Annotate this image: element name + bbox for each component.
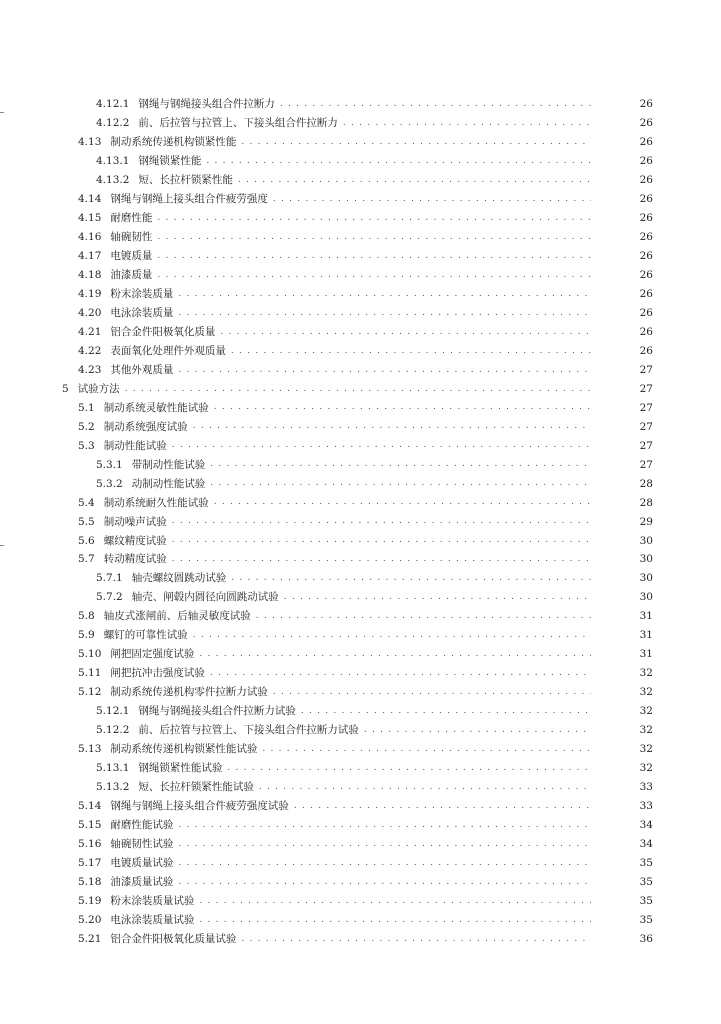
toc-section-number: 4.13.1 [96, 155, 130, 168]
toc-entry[interactable] [0, 399, 721, 418]
toc-section-title: 短、长拉杆锁紧性能试验 [138, 781, 254, 794]
toc-entry[interactable] [0, 569, 721, 588]
toc-page-number: 26 [639, 306, 653, 319]
toc-section-title: 轴碗韧性 [110, 231, 153, 244]
toc-page-number: 34 [639, 819, 653, 832]
toc-section-number: 5.9 [78, 629, 95, 642]
toc-entry-content [0, 384, 595, 395]
toc-page-number: 36 [639, 932, 653, 945]
toc-dot-leader [231, 574, 591, 583]
toc-entry[interactable] [0, 778, 721, 797]
toc-entry[interactable] [0, 417, 721, 436]
toc-entry-content [0, 346, 595, 357]
table-of-contents [0, 95, 721, 949]
toc-dot-leader [178, 366, 591, 375]
toc-section-title: 轴皮式涨闸前、后轴灵敏度试验 [103, 610, 251, 623]
toc-page-number: 30 [639, 553, 653, 566]
toc-section-number: 4.22 [78, 344, 102, 357]
toc-section-title: 制动系统传递机构锁紧性能试验 [110, 743, 258, 756]
toc-entry[interactable] [0, 266, 721, 285]
toc-page-number: 26 [639, 193, 653, 206]
toc-entry[interactable] [0, 892, 721, 911]
toc-page-number: 31 [639, 610, 653, 623]
toc-section-title: 闸把抗冲击强度试验 [110, 667, 205, 680]
toc-entry[interactable] [0, 797, 721, 816]
toc-dot-leader [178, 821, 591, 830]
toc-entry[interactable] [0, 323, 721, 342]
toc-entry[interactable] [0, 930, 721, 949]
toc-section-number: 4.17 [78, 249, 102, 262]
toc-section-title: 螺钉的可靠性试验 [103, 629, 188, 642]
toc-page-number: 33 [639, 800, 653, 813]
toc-page-number: 29 [639, 515, 653, 528]
toc-dot-leader [210, 669, 591, 678]
toc-section-number: 5.1 [78, 401, 95, 414]
toc-dot-leader [241, 138, 591, 147]
toc-section-title: 动制动性能试验 [131, 477, 206, 490]
toc-section-number: 5.20 [78, 913, 102, 926]
toc-page-number: 30 [639, 591, 653, 604]
toc-entry-content [0, 403, 595, 414]
toc-section-number: 5.12 [78, 686, 102, 699]
toc-section-title: 其他外观质量 [110, 363, 174, 376]
toc-section-number: 5.3.2 [96, 477, 123, 490]
toc-entry[interactable] [0, 95, 721, 114]
toc-section-number: 4.19 [78, 287, 102, 300]
toc-section-title: 转动精度试验 [103, 553, 167, 566]
toc-dot-leader [301, 707, 591, 716]
toc-section-number: 5.21 [78, 932, 102, 945]
toc-page-number: 26 [639, 249, 653, 262]
toc-dot-leader [259, 783, 591, 792]
toc-section-title: 钢绳锁紧性能 [138, 155, 202, 168]
toc-dot-leader [178, 309, 591, 318]
toc-dot-leader [157, 233, 591, 242]
toc-dot-leader [178, 290, 591, 299]
toc-entry[interactable] [0, 721, 721, 740]
toc-section-number: 4.18 [78, 268, 102, 281]
toc-page-number: 30 [639, 534, 653, 547]
toc-entry-content [0, 308, 595, 319]
toc-dot-leader [178, 878, 591, 887]
toc-page-number: 26 [639, 325, 653, 338]
toc-entry-content [0, 137, 595, 148]
toc-entry[interactable] [0, 342, 721, 361]
toc-entry[interactable] [0, 285, 721, 304]
toc-section-number: 5.6 [78, 534, 95, 547]
toc-entry[interactable] [0, 247, 721, 266]
toc-dot-leader [262, 745, 591, 754]
toc-section-title: 电泳涂装质量 [110, 306, 174, 319]
toc-entry-content [0, 725, 595, 736]
toc-section-number: 5.16 [78, 838, 102, 851]
toc-entry[interactable] [0, 512, 721, 531]
toc-section-title: 油漆质量试验 [110, 875, 174, 888]
toc-section-title: 油漆质量 [110, 268, 153, 281]
toc-entry-content [0, 289, 595, 300]
toc-section-number: 5.4 [78, 496, 95, 509]
toc-section-number: 4.20 [78, 306, 102, 319]
toc-page-number: 26 [639, 117, 653, 130]
toc-entry-content [0, 801, 595, 812]
toc-entry[interactable] [0, 133, 721, 152]
toc-section-number: 5.11 [78, 667, 102, 680]
toc-dot-leader [210, 479, 591, 488]
toc-entry-content [0, 611, 595, 622]
toc-section-number: 5.3.1 [96, 458, 123, 471]
toc-entry-content [0, 194, 595, 205]
toc-page-number: 26 [639, 136, 653, 149]
toc-section-number: 5.8 [78, 610, 95, 623]
toc-dot-leader [214, 403, 591, 412]
toc-section-number: 5.18 [78, 875, 102, 888]
toc-entry-content [0, 460, 595, 471]
toc-entry[interactable] [0, 683, 721, 702]
toc-page-number: 30 [639, 572, 653, 585]
toc-entry-content [0, 592, 595, 603]
toc-section-number: 4.13 [78, 136, 102, 149]
toc-section-title: 制动系统耐久性能试验 [103, 496, 209, 509]
toc-section-number: 5.13.1 [96, 762, 130, 775]
toc-dot-leader [178, 859, 591, 868]
toc-page-number: 32 [639, 724, 653, 737]
toc-page-number: 26 [639, 344, 653, 357]
toc-entry-content [0, 175, 595, 186]
toc-page-number: 27 [639, 420, 653, 433]
toc-entry[interactable] [0, 171, 721, 190]
toc-entry-content [0, 554, 595, 565]
toc-dot-leader [241, 935, 591, 944]
toc-section-title: 制动系统强度试验 [103, 420, 188, 433]
toc-dot-leader [199, 650, 591, 659]
toc-section-title: 粉末涂装质量试验 [110, 894, 195, 907]
toc-entry-content [0, 877, 595, 888]
toc-dot-leader [125, 385, 591, 394]
toc-entry[interactable] [0, 455, 721, 474]
toc-entry-content [0, 934, 595, 945]
toc-section-title: 表面氧化处理件外观质量 [110, 344, 226, 357]
toc-entry[interactable] [0, 607, 721, 626]
toc-entry-content [0, 232, 595, 243]
toc-entry[interactable] [0, 911, 721, 930]
toc-entry[interactable] [0, 816, 721, 835]
toc-section-number: 5.13.2 [96, 781, 130, 794]
toc-dot-leader [273, 688, 591, 697]
toc-entry-content [0, 441, 595, 452]
toc-page-number: 26 [639, 231, 653, 244]
toc-section-number: 5.7.1 [96, 572, 123, 585]
toc-section-number: 5.7 [78, 553, 95, 566]
toc-dot-leader [172, 517, 591, 526]
toc-page-number: 34 [639, 838, 653, 851]
toc-entry[interactable] [0, 209, 721, 228]
toc-entry[interactable] [0, 759, 721, 778]
toc-section-title: 制动性能试验 [103, 439, 167, 452]
toc-entry-content [0, 649, 595, 660]
toc-section-title: 铝合金件阳极氧化质量试验 [110, 932, 237, 945]
toc-entry-content [0, 782, 595, 793]
toc-dot-leader [199, 897, 591, 906]
toc-entry-content [0, 839, 595, 850]
toc-entry-content [0, 763, 595, 774]
toc-page-number: 26 [639, 98, 653, 111]
toc-dot-leader [364, 726, 591, 735]
toc-entry[interactable] [0, 835, 721, 854]
toc-dot-leader [280, 100, 591, 109]
toc-page-number: 26 [639, 155, 653, 168]
toc-dot-leader [210, 460, 591, 469]
toc-dot-leader [273, 195, 591, 204]
toc-section-number: 4.14 [78, 193, 102, 206]
toc-entry[interactable] [0, 436, 721, 455]
toc-section-number: 5.15 [78, 819, 102, 832]
toc-entry-content [0, 573, 595, 584]
toc-section-title: 闸把固定强度试验 [110, 648, 195, 661]
toc-section-title: 轴壳、闸毂内圆径向圆跳动试验 [131, 591, 279, 604]
toc-dot-leader [343, 119, 591, 128]
toc-section-title: 耐磨性能 [110, 212, 153, 225]
toc-page-number: 26 [639, 212, 653, 225]
toc-dot-leader [157, 214, 591, 223]
toc-entry-content [0, 687, 595, 698]
toc-section-number: 5.5 [78, 515, 95, 528]
toc-page-number: 27 [639, 363, 653, 376]
toc-section-title: 制动噪声试验 [103, 515, 167, 528]
toc-entry-content [0, 536, 595, 547]
toc-page-number: 32 [639, 686, 653, 699]
toc-entry[interactable] [0, 740, 721, 759]
toc-entry-content [0, 479, 595, 490]
toc-dot-leader [178, 840, 591, 849]
toc-section-number: 4.13.2 [96, 174, 130, 187]
toc-section-title: 钢绳与钢绳接头组合件拉断力试验 [138, 705, 296, 718]
toc-page-number: 27 [639, 401, 653, 414]
toc-entry[interactable] [0, 645, 721, 664]
toc-entry[interactable] [0, 228, 721, 247]
toc-section-number: 5.2 [78, 420, 95, 433]
toc-section-title: 螺纹精度试验 [103, 534, 167, 547]
toc-entry[interactable] [0, 493, 721, 512]
toc-section-title: 钢绳与钢绳上接头组合件疲劳强度试验 [110, 800, 289, 813]
toc-section-title: 轴碗韧性试验 [110, 838, 174, 851]
toc-page-number: 27 [639, 458, 653, 471]
toc-page-number: 26 [639, 287, 653, 300]
toc-section-number: 4.23 [78, 363, 102, 376]
toc-dot-leader [220, 328, 591, 337]
toc-entry-content [0, 251, 595, 262]
toc-entry-content [0, 118, 595, 129]
toc-section-number: 5.7.2 [96, 591, 123, 604]
toc-section-title: 电镀质量 [110, 249, 153, 262]
toc-section-number: 4.15 [78, 212, 102, 225]
toc-entry[interactable] [0, 152, 721, 171]
toc-section-title: 前、后拉管与拉管上、下接头组合件拉断力 [138, 117, 338, 130]
toc-entry[interactable] [0, 854, 721, 873]
toc-dot-leader [157, 271, 591, 280]
toc-entry-content [0, 820, 595, 831]
toc-page-number: 31 [639, 629, 653, 642]
toc-dot-leader [172, 536, 591, 545]
toc-section-title: 耐磨性能试验 [110, 819, 174, 832]
toc-page-number: 32 [639, 667, 653, 680]
toc-section-title: 铝合金件阳极氧化质量 [110, 325, 216, 338]
toc-dot-leader [256, 612, 591, 621]
toc-entry-content [0, 858, 595, 869]
toc-entry[interactable] [0, 550, 721, 569]
toc-entry-content [0, 915, 595, 926]
toc-page-number: 28 [639, 496, 653, 509]
toc-entry-content [0, 213, 595, 224]
toc-section-number: 4.16 [78, 231, 102, 244]
toc-page-number: 27 [639, 382, 653, 395]
toc-page-number: 32 [639, 705, 653, 718]
toc-dot-leader [284, 593, 591, 602]
toc-page-number: 35 [639, 913, 653, 926]
toc-section-title: 粉末涂装质量 [110, 287, 174, 300]
toc-section-title: 短、长拉杆锁紧性能 [138, 174, 233, 187]
toc-section-title: 钢绳与钢绳上接头组合件疲劳强度 [110, 193, 268, 206]
toc-entry[interactable] [0, 531, 721, 550]
toc-entry-content [0, 498, 595, 509]
toc-page-number: 26 [639, 268, 653, 281]
toc-section-title: 电泳涂装质量试验 [110, 913, 195, 926]
toc-section-title: 钢绳与钢绳接头组合件拉断力 [138, 98, 275, 111]
toc-entry[interactable] [0, 304, 721, 323]
toc-entry[interactable] [0, 114, 721, 133]
toc-page-number: 27 [639, 439, 653, 452]
toc-section-number: 5.12.1 [96, 705, 130, 718]
toc-section-title: 电镀质量试验 [110, 856, 174, 869]
toc-dot-leader [172, 555, 591, 564]
toc-section-number: 5.13 [78, 743, 102, 756]
toc-section-number: 5.10 [78, 648, 102, 661]
toc-entry-content [0, 270, 595, 281]
toc-section-title: 制动系统传递机构零件拉断力试验 [110, 686, 268, 699]
toc-entry[interactable] [0, 190, 721, 209]
toc-section-number: 4.12.2 [96, 117, 130, 130]
toc-entry-content [0, 744, 595, 755]
toc-dot-leader [238, 176, 591, 185]
toc-dot-leader [227, 764, 591, 773]
toc-entry[interactable] [0, 474, 721, 493]
toc-entry[interactable] [0, 380, 721, 399]
toc-page-number: 35 [639, 875, 653, 888]
toc-page-number: 32 [639, 743, 653, 756]
toc-section-title: 钢绳锁紧性能试验 [138, 762, 223, 775]
toc-dot-leader [157, 252, 591, 261]
toc-page-number: 31 [639, 648, 653, 661]
toc-entry[interactable] [0, 702, 721, 721]
toc-dot-leader [172, 441, 591, 450]
toc-entry-content [0, 365, 595, 376]
toc-dot-leader [294, 802, 591, 811]
toc-entry-content [0, 630, 595, 641]
toc-entry-content [0, 422, 595, 433]
toc-entry-content [0, 156, 595, 167]
toc-section-number: 4.12.1 [96, 98, 130, 111]
toc-section-number: 5 [62, 382, 69, 395]
toc-section-title: 制动系统传递机构锁紧性能 [110, 136, 237, 149]
toc-section-number: 5.17 [78, 856, 102, 869]
toc-entry[interactable] [0, 361, 721, 380]
toc-entry-content [0, 327, 595, 338]
toc-dot-leader [193, 422, 591, 431]
toc-section-title: 轴壳螺纹圆跳动试验 [131, 572, 227, 585]
toc-dot-leader [214, 498, 591, 507]
toc-entry[interactable] [0, 664, 721, 683]
toc-entry-content [0, 706, 595, 717]
toc-section-number: 5.12.2 [96, 724, 130, 737]
toc-entry[interactable] [0, 588, 721, 607]
toc-section-number: 4.21 [78, 325, 102, 338]
toc-section-number: 5.19 [78, 894, 102, 907]
toc-dot-leader [199, 916, 591, 925]
toc-dot-leader [206, 157, 591, 166]
toc-entry[interactable] [0, 626, 721, 645]
toc-page-number: 35 [639, 894, 653, 907]
toc-section-title: 试验方法 [77, 382, 120, 395]
toc-page-number: 26 [639, 174, 653, 187]
toc-entry-content [0, 896, 595, 907]
toc-section-number: 5.14 [78, 800, 102, 813]
toc-dot-leader [193, 631, 591, 640]
toc-dot-leader [231, 347, 591, 356]
toc-section-title: 带制动性能试验 [131, 458, 206, 471]
toc-section-title: 制动系统灵敏性能试验 [103, 401, 209, 414]
toc-section-title: 前、后拉管与拉管上、下接头组合件拉断力试验 [138, 724, 359, 737]
toc-entry-content [0, 668, 595, 679]
toc-entry-content [0, 99, 595, 110]
toc-page-number: 35 [639, 856, 653, 869]
toc-page-number: 28 [639, 477, 653, 490]
toc-entry[interactable] [0, 873, 721, 892]
toc-page-number: 33 [639, 781, 653, 794]
toc-page-number: 32 [639, 762, 653, 775]
toc-entry-content [0, 517, 595, 528]
toc-section-number: 5.3 [78, 439, 95, 452]
